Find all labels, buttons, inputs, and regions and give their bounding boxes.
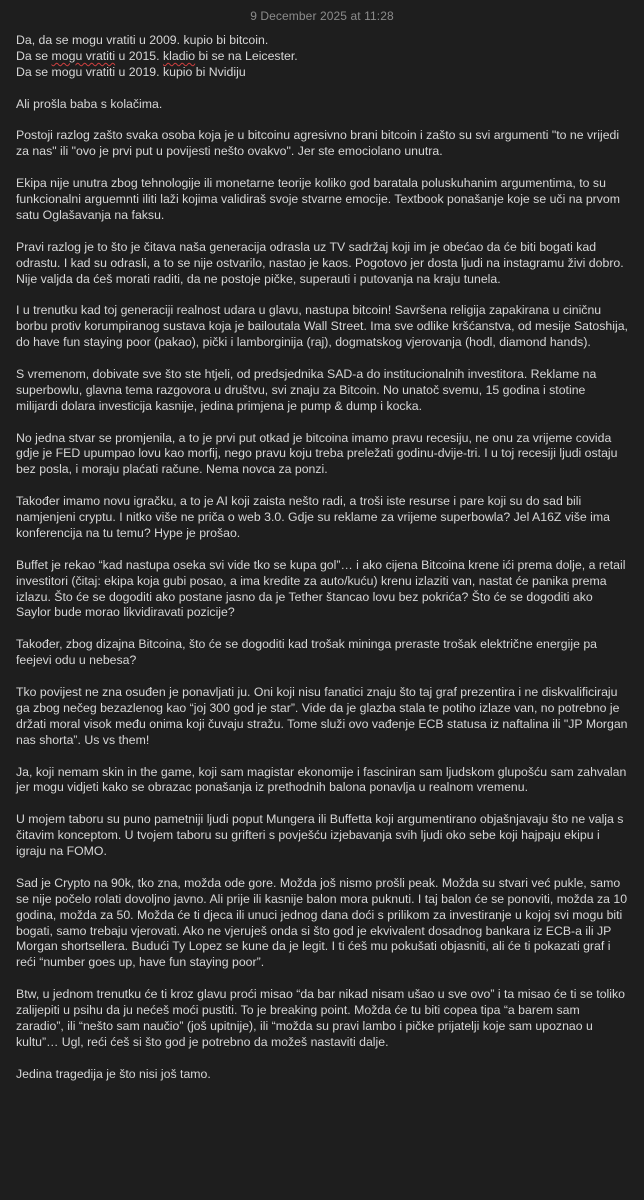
note-timestamp: 9 December 2025 at 11:28 xyxy=(250,9,394,23)
paragraph: No jedna stvar se promjenila, a to je prvi put otkad je bitcoina imamo pravu recesiju, ne onu za vrijeme covida gdje je FED upumpao lovu kao morfij, nego pravu koju treba preležati godinu-dvije-tri. I u toj recesiji ljudi ostaju bez posla, i moraju plaćati račune. Nema novca za ponzi. xyxy=(16,430,618,477)
paragraph: Ja, koji nemam skin in the game, koji sam magistar ekonomije i fasciniran sam ljudskom glupošću sam zahvalan jer mogu vidjeti kako se obrazac ponašanja iz prethodnih balona ponavlja u realnom vremenu. xyxy=(16,764,627,795)
intro-paragraph xyxy=(16,33,628,81)
paragraph: S vremenom, dobivate sve što ste htjeli, od predsjednika SAD-a do institucionalnih investitora. Reklame na superbowlu, glavna tema razgovora u društvu, svi znaju za Bitcoin. No unatoč svemu, 15 godina i stotine milijardi dolara investicija kasnije, jedina primjena je pump & dump i kocka. xyxy=(16,366,597,413)
paragraph: Tko povijest ne zna osuđen je ponavljati ju. Oni koji nisu fanatici znaju što taj graf prezentira i ne diskvalificiraju ga zbog nečeg bezazlenog kao “joj 300 god je star”. Vide da je glazba stala te potiho izlaze van, no potrebno je držati moral visok među onima koji čuvaju stražu. Tome služi ovo vađenje ECB statusa iz naftalina ili "JP Morgan nas shorta”. Us vs them! xyxy=(16,684,628,747)
paragraph: Sad je Crypto na 90k, tko zna, možda ode gore. Možda još nismo prošli peak. Možda su stvari već pukle, samo se nije počelo rolati dovoljno javno. Ali prije ili kasnije balon mora puknuti. I taj balon će se ponoviti, možda za 10 godina, možda za 50. Možda će ti djeca ili unuci jednog dana doći s prilikom za investiranje u kojoj svi mogu biti bogati, samo trebaju vjerovati. Ako ne vjeruješ onda si što god je ekvivalent dosadnog bankara iz ECB-a ili JP Morgan shortsellera. Budući Ty Lopez se kune da je legit. I ti ćeš mu pokušati objasniti, ali će ti pokazati graf i reći “number goes up, have fun staying poor”. xyxy=(16,875,628,970)
note-body[interactable] xyxy=(16,33,628,1083)
paragraph: Ekipa nije unutra zbog tehnologije ili monetarne teorije koliko god baratala poluskuhanim argumentima, to su funkcionalni arguemnti iliti laži kojima validiraš svoje stvarne emocije. Textbook ponašanje koje se uči na prvom satu Oglašavanja na faksu. xyxy=(16,176,620,222)
intro-line-1: Da, da se mogu vratiti u 2009. kupio bi bitcoin. xyxy=(16,33,269,47)
paragraph: Btw, u jednom trenutku će ti kroz glavu proći misao “da bar nikad nisam ušao u sve ovo” i ta misao će ti se toliko zalijepiti u psihu da ju nećeš moći pustiti. To je breaking point. Možda će tu biti copea tipa “a barem sam zaradio”, ili “nešto sam naučio” (još upitnije), ili “možda su pravi lambo i pičke prijatelji koje sam upoznao u kultu”… Ugl, reći ćeš si što god je potrebno da možeš nastaviti dalje. xyxy=(16,987,625,1049)
intro-line-2: Da se mogu vratiti u 2015. kladio bi se na Leicester. xyxy=(16,48,298,63)
paragraph: I u trenutku kad toj generaciji realnost udara u glavu, nastupa bitcoin! Savršena religija zapakirana u ciničnu borbu protiv korumpiranog sustava koja je bailoutala Wall Street. Ima sve odlike kršćanstva, od mesije Satoshija, do have fun staying poor (pakao), pički i lamborginija (raj), dogmatskog vjerovanja (hodl, diamond hands). xyxy=(16,303,628,350)
paragraph: Pravi razlog je to što je čitava naša generacija odrasla uz TV sadržaj koji im je obećao da će biti bogati kad odrastu. I kad su odrasli, a to se nije ostvarilo, nastao je kaos. Pogotovo jer dosta ljudi na instagramu živi dobro. Nije valjda da ćeš morati raditi, da ne postoje pičke, superauti i putovanja na kraju tunela. xyxy=(16,239,624,286)
paragraph: Također imamo novu igračku, a to je AI koji zaista nešto radi, a troši iste resurse i pare koji su do sad bili namjenjeni cryptu. I nitko više ne priča o web 3.0. Gdje su reklame za vrijeme superbowla? Jel A16Z više ima konferencija na tu temu? Hype je prošao. xyxy=(16,494,610,540)
misspelled-word[interactable]: kladio xyxy=(162,48,196,63)
intro-line-3: Da se mogu vratiti u 2019. kupio bi Nvidiju xyxy=(16,64,246,79)
paragraph-last: Jedina tragedija je što nisi još tamo. xyxy=(16,1066,211,1081)
paragraph: U mojem taboru su puno pametniji ljudi poput Mungera ili Buffetta koji argumentirano objašnjavaju što ne valja s čitavim konceptom. U tvojem taboru su grifteri s povješću izjebavanja svih ljudi oko sebe koji hajpaju ekipu i igraju na FOMO. xyxy=(16,812,624,859)
paragraph: Ali prošla baba s kolačima. xyxy=(16,96,163,111)
paragraph: Također, zbog dizajna Bitcoina, što će se dogoditi kad trošak mininga preraste trošak električne energije pa feejevi odu u nebesa? xyxy=(16,637,598,668)
misspelled-word[interactable]: mogu vratiti xyxy=(51,48,116,63)
paragraph: Postoji razlog zašto svaka osoba koja je u bitcoinu agresivno brani bitcoin i zašto su svi argumenti "to ne vrijedi za nas" ili "ovo je prvi put u povijesti nešto ovakvo". Jer ste emociolano unutra. xyxy=(16,128,620,159)
paragraph: Buffet je rekao “kad nastupa oseka svi vide tko se kupa gol”… i ako cijena Bitcoina krene ići prema dolje, a retail investitori (čitaj: ekipa koja gubi posao, a ima kredite za auto/kuću) krenu izlaziti van, nastat će panika prema izlazu. Što će se dogoditi ako postane jasno da je Tether štancao lovu bez pokrića? Što će se dogoditi ako Saylor bude morao likvidiravati pozicije? xyxy=(16,557,626,620)
